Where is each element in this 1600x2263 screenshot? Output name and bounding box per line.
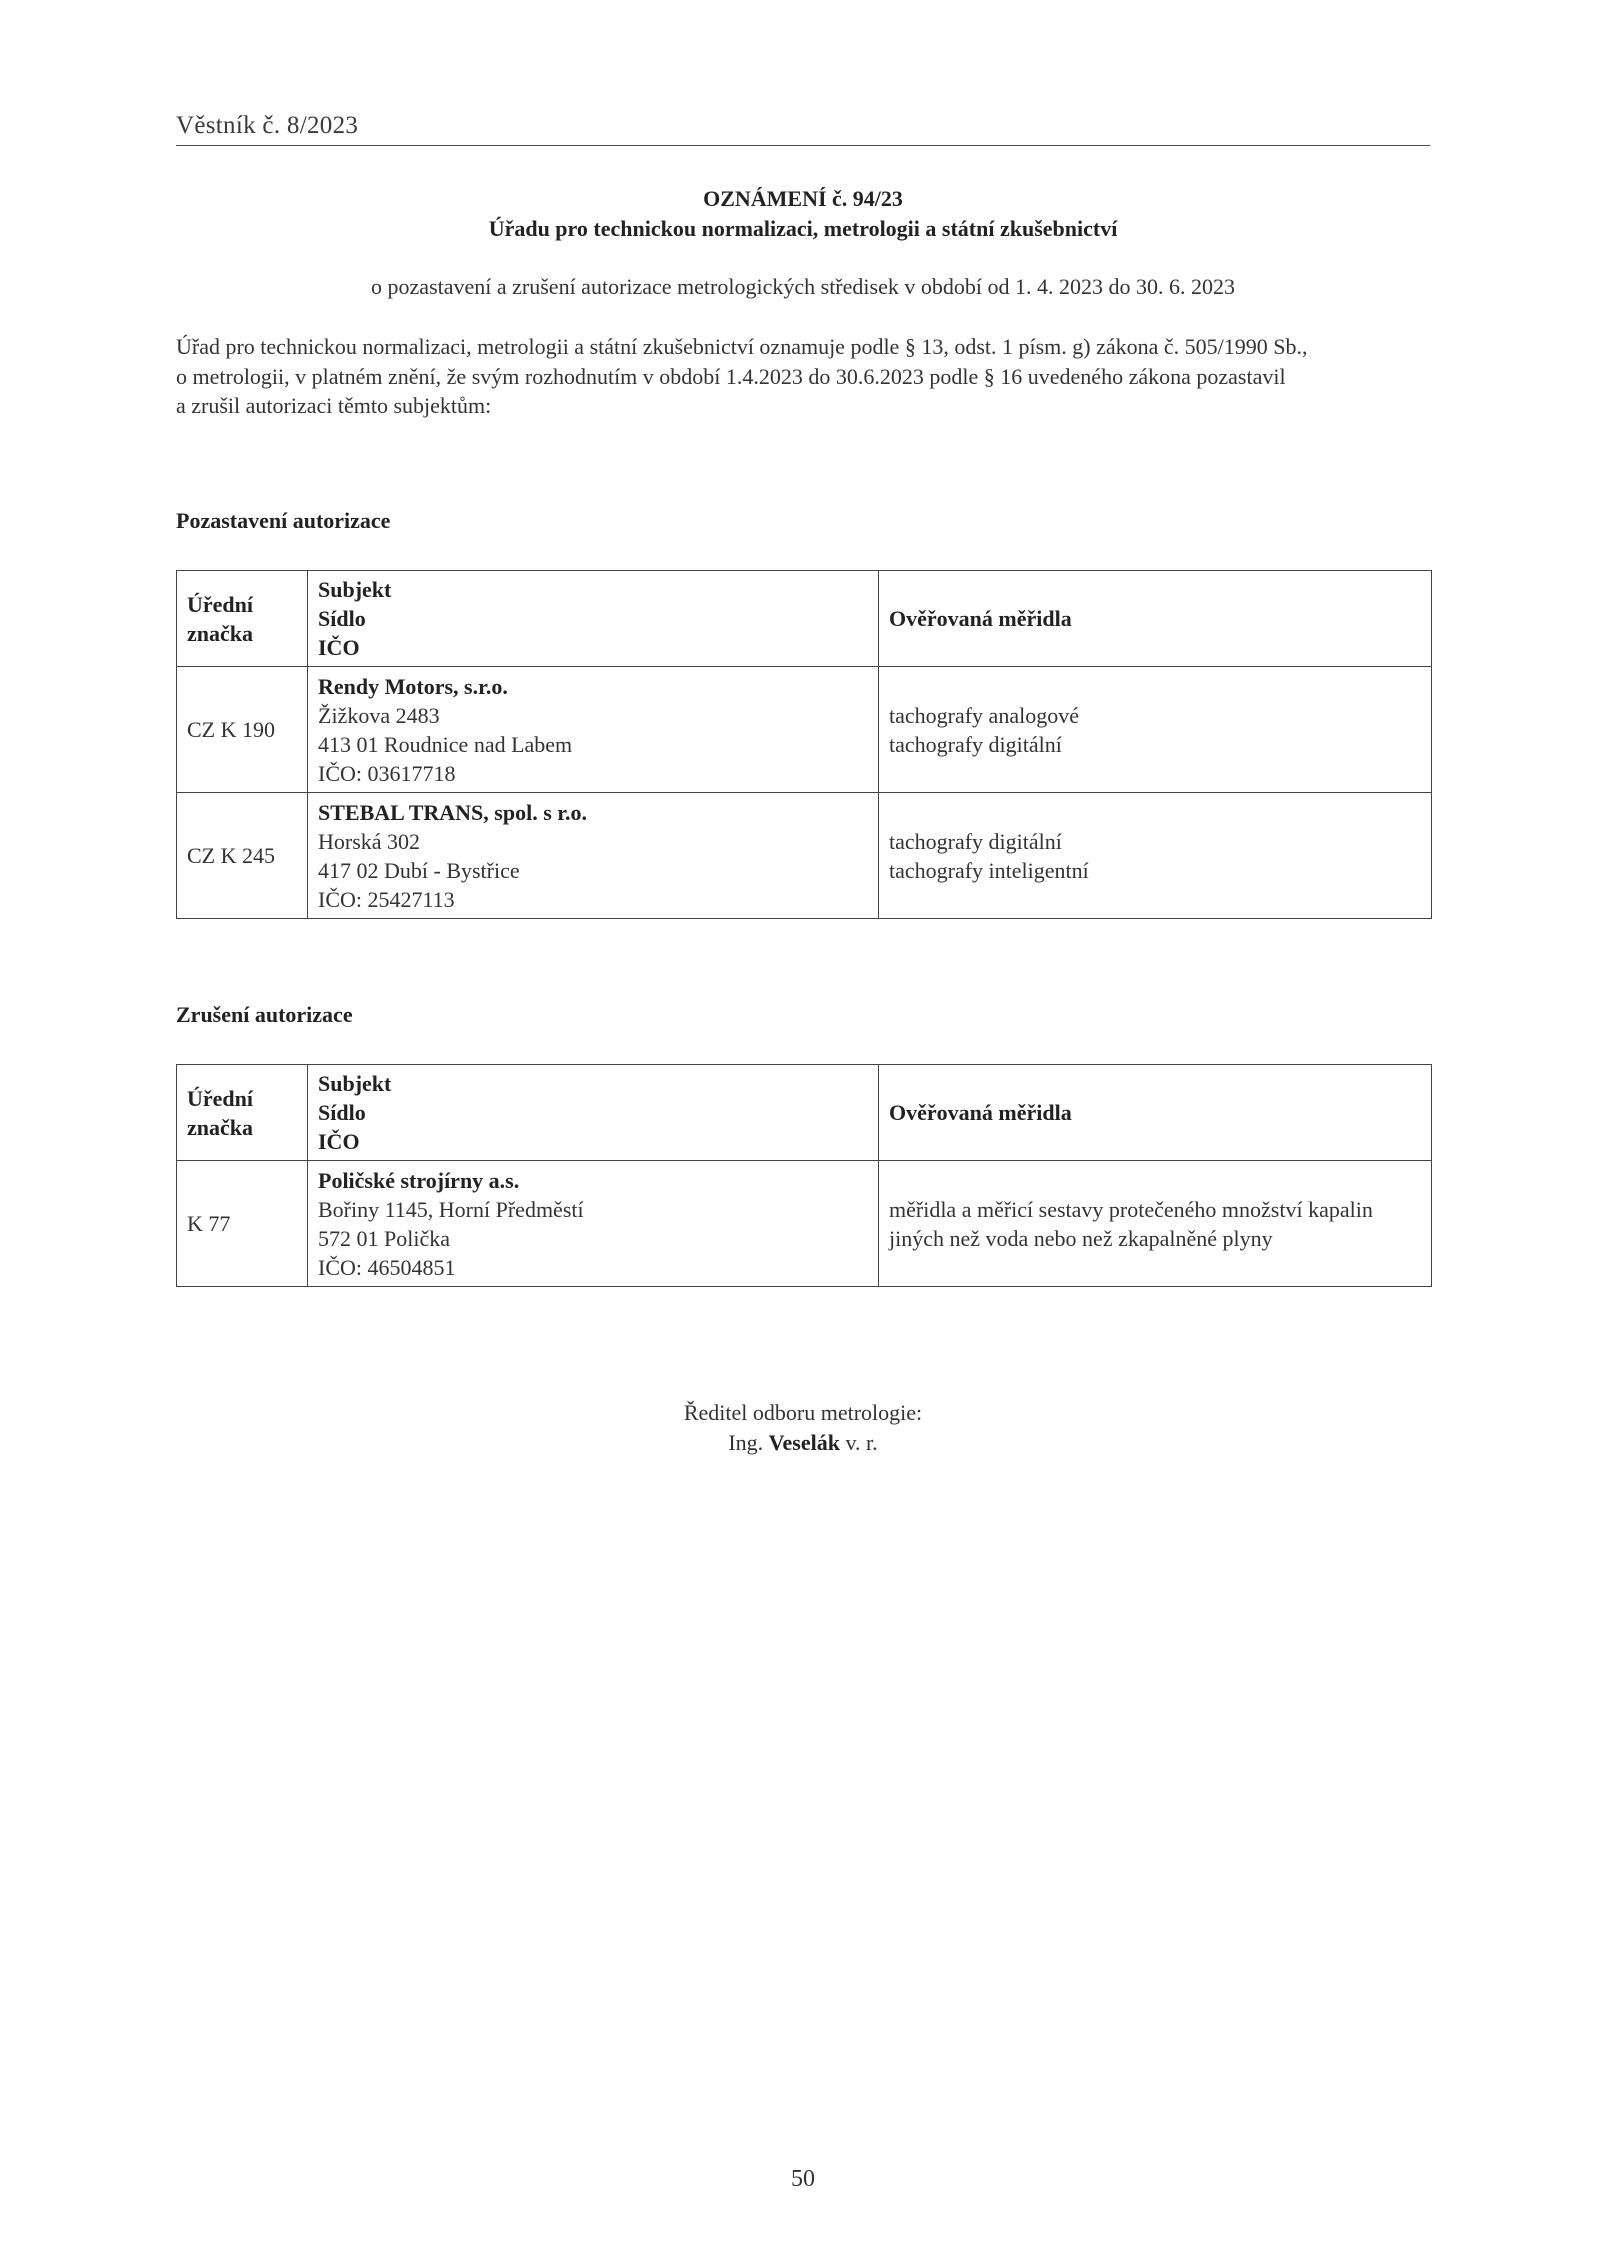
instrument-item: tachografy analogové [889, 702, 1079, 728]
table-header-row [177, 571, 1432, 667]
subject-ico: IČO: 25427113 [318, 886, 455, 912]
subject-city: 572 01 Polička [318, 1225, 450, 1251]
header-divider [176, 145, 1430, 146]
mark-cell: CZ K 190 [177, 667, 308, 793]
instrument-item: tachografy digitální [889, 828, 1062, 854]
header-subject: Subjekt Sídlo IČO [308, 571, 879, 667]
instrument-item: měřidla a měřicí sestavy protečeného množství kapalin [889, 1196, 1373, 1222]
table-row [177, 793, 1432, 919]
subject-street: Bořiny 1145, Horní Předměstí [318, 1196, 584, 1222]
notice-number: OZNÁMENÍ č. 94/23 [703, 186, 903, 211]
signature-block [176, 1398, 1430, 1458]
instrument-item: jiných než voda nebo než zkapalněné plyny [889, 1225, 1273, 1251]
header-instruments: Ověřovaná měřidla [879, 1065, 1432, 1161]
notice-subtitle: o pozastavení a zrušení autorizace metrologických středisek v období od 1. 4. 2023 do 30. 6. 2023 [371, 274, 1235, 299]
table-row [177, 667, 1432, 793]
page-number: 50 [791, 2166, 815, 2192]
subject-city: 413 01 Roudnice nad Labem [318, 731, 573, 757]
signature-name [176, 1428, 1430, 1458]
intro-line: Úřad pro technickou normalizaci, metrologii a státní zkušebnictví oznamuje podle § 13, odst. 1 písm. g) zákona č. 505/1990 Sb., [176, 334, 1308, 359]
subject-name: Rendy Motors, s.r.o. [318, 673, 508, 699]
subject-cell [308, 667, 879, 793]
mark-cell: CZ K 245 [177, 793, 308, 919]
instruments-cell [879, 667, 1432, 793]
subject-cell [308, 1161, 879, 1287]
subject-name: Poličské strojírny a.s. [318, 1167, 520, 1193]
intro-paragraph [176, 332, 1434, 421]
subject-city: 417 02 Dubí - Bystřice [318, 857, 520, 883]
intro-line: a zrušil autorizaci těmto subjektům: [176, 393, 492, 418]
revocation-table [176, 1064, 1432, 1287]
subject-cell [308, 793, 879, 919]
subject-street: Horská 302 [318, 828, 421, 854]
suspension-heading: Pozastavení autorizace [176, 508, 391, 533]
instrument-item: tachografy inteligentní [889, 857, 1089, 883]
signature-role: Ředitel odboru metrologie: [683, 1400, 923, 1425]
subject-name: STEBAL TRANS, spol. s r.o. [318, 799, 587, 825]
notice-issuer: Úřadu pro technickou normalizaci, metrologii a státní zkušebnictví [488, 216, 1118, 241]
header-subject: Subjekt Sídlo IČO [308, 1065, 879, 1161]
header-mark: Úřední značka [177, 1065, 308, 1161]
header-mark: Úřední značka [177, 571, 308, 667]
mark-cell: K 77 [177, 1161, 308, 1287]
table-row [177, 1161, 1432, 1287]
instrument-item: tachografy digitální [889, 731, 1062, 757]
subject-ico: IČO: 03617718 [318, 760, 456, 786]
signature-title: Ing. [728, 1430, 764, 1455]
signature-suffix: v. r. [845, 1430, 878, 1455]
table-header-row [177, 1065, 1432, 1161]
header-instruments: Ověřovaná měřidla [879, 571, 1432, 667]
subject-ico: IČO: 46504851 [318, 1254, 456, 1280]
suspension-table [176, 570, 1432, 919]
instruments-cell [879, 1161, 1432, 1287]
intro-line: o metrologii, v platném znění, že svým rozhodnutím v období 1.4.2023 do 30.6.2023 podle § 16 uvedeného zákona pozastavil [176, 363, 1286, 389]
subject-street: Žižkova 2483 [318, 702, 440, 728]
instruments-cell [879, 793, 1432, 919]
revocation-heading: Zrušení autorizace [176, 1002, 353, 1027]
signature-surname: Veselák [768, 1430, 840, 1455]
journal-header: Věstník č. 8/2023 [176, 112, 359, 139]
